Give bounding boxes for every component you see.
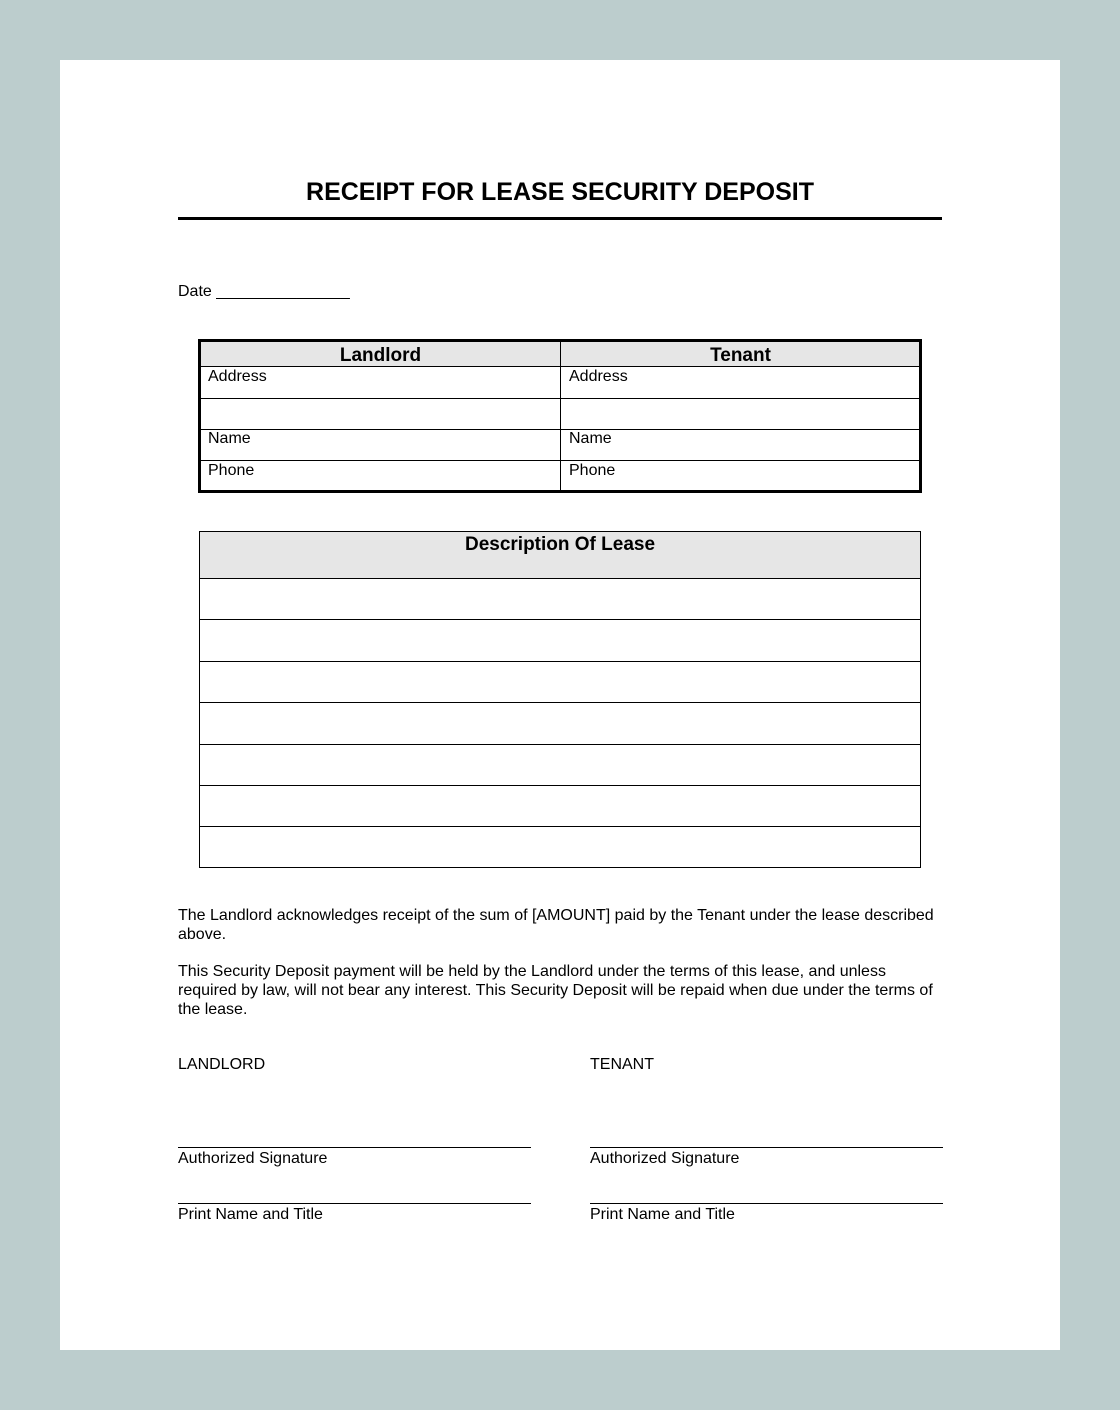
landlord-phone-label: Phone	[208, 462, 255, 479]
document-page	[60, 60, 1060, 1350]
landlord-signature-heading: LANDLORD	[178, 1056, 266, 1073]
date-field: Date _______________	[178, 283, 350, 300]
table-column-divider	[560, 342, 561, 490]
landlord-name-label: Name	[208, 430, 251, 447]
tenant-phone-label: Phone	[569, 462, 616, 479]
tenant-address-label: Address	[569, 368, 628, 385]
tenant-name-label: Name	[569, 430, 612, 447]
table-row	[200, 578, 920, 579]
tenant-print-name-line	[590, 1203, 943, 1204]
title-underline	[178, 217, 942, 220]
landlord-print-name-label: Print Name and Title	[178, 1206, 323, 1223]
lease-description-table	[199, 531, 921, 868]
tenant-signature-heading: TENANT	[590, 1056, 654, 1073]
landlord-signature-line	[178, 1147, 531, 1148]
table-row	[200, 702, 920, 703]
tenant-print-name-label: Print Name and Title	[590, 1206, 735, 1223]
landlord-authorized-signature-label: Authorized Signature	[178, 1150, 328, 1167]
lease-description-header: Description Of Lease	[200, 532, 920, 578]
landlord-column-header: Landlord	[339, 345, 422, 366]
acknowledgement-paragraph: The Landlord acknowledges receipt of the sum of [AMOUNT] paid by the Tenant under the lease described above.	[178, 907, 934, 943]
tenant-signature-line	[590, 1147, 943, 1148]
tenant-authorized-signature-label: Authorized Signature	[590, 1150, 740, 1167]
table-row	[200, 619, 920, 620]
parties-table	[198, 339, 922, 493]
table-row	[200, 785, 920, 786]
deposit-terms-paragraph: This Security Deposit payment will be held by the Landlord under the terms of this lease, and unless required by law, will not bear any interest. This Security Deposit will be repaid when due under the terms of the lease.	[178, 963, 933, 1018]
table-row	[200, 826, 920, 827]
tenant-column-header: Tenant	[710, 345, 771, 366]
landlord-print-name-line	[178, 1203, 531, 1204]
document-title: RECEIPT FOR LEASE SECURITY DEPOSIT	[306, 178, 814, 206]
table-row	[200, 661, 920, 662]
landlord-address-label: Address	[208, 368, 267, 385]
table-row	[200, 744, 920, 745]
